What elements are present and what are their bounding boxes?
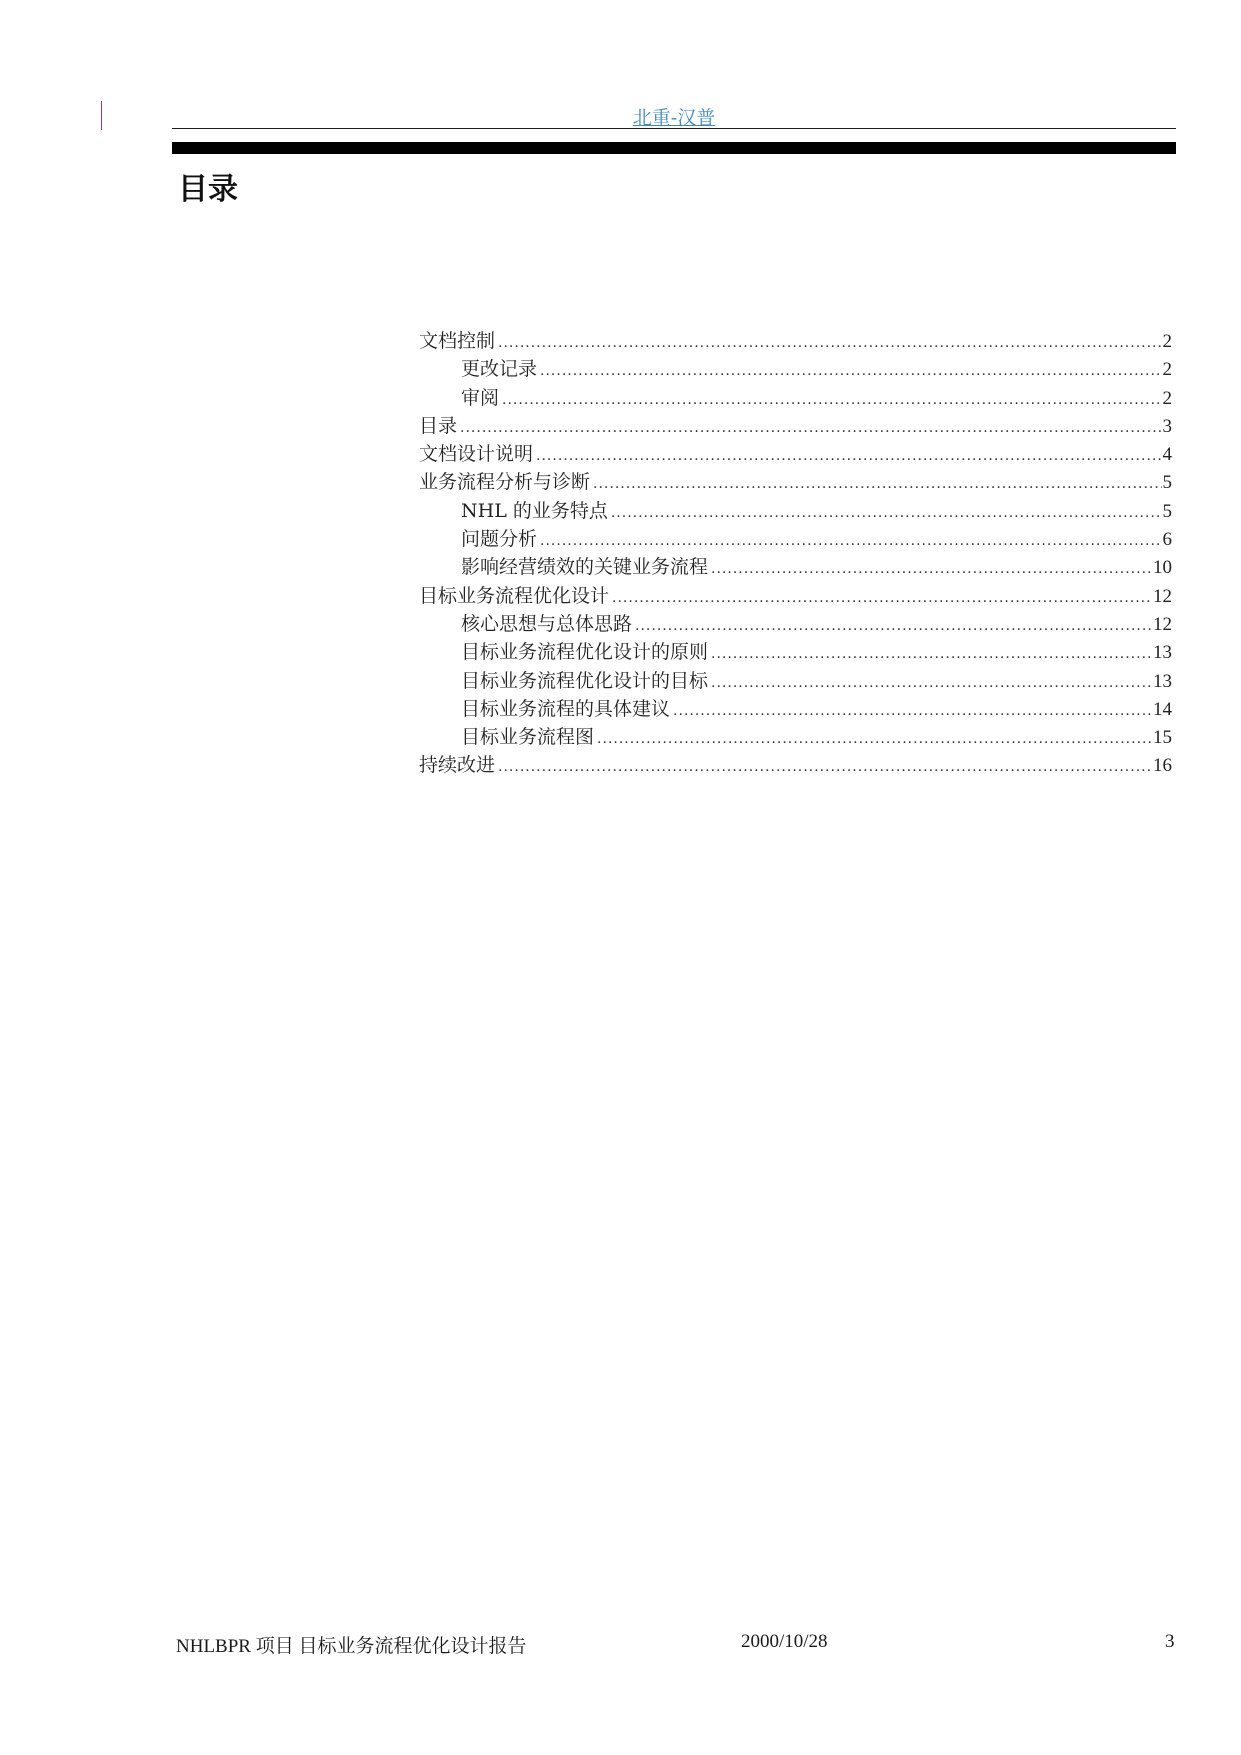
toc-dot-leader — [711, 675, 1152, 691]
toc-entry-title: 审阅 — [461, 386, 500, 409]
toc-dot-leader — [673, 703, 1152, 719]
revision-change-bar — [101, 101, 102, 130]
toc-entry-title: 目标业务流程优化设计的目标 — [461, 669, 709, 692]
toc-dot-leader — [540, 533, 1161, 549]
toc-entry-page: 2 — [1162, 331, 1172, 352]
toc-entry-title: 文档设计说明 — [419, 443, 534, 466]
toc-entry-title: 问题分析 — [461, 528, 538, 551]
toc-entry[interactable] — [419, 552, 1172, 580]
toc-entry-page: 10 — [1153, 557, 1172, 579]
toc-dot-leader — [711, 646, 1152, 662]
toc-entry-page: 4 — [1162, 444, 1172, 466]
toc-entry[interactable] — [419, 750, 1172, 778]
toc-dot-leader — [536, 448, 1161, 464]
toc-dot-leader — [460, 420, 1161, 436]
toc-entry-page: 12 — [1153, 613, 1172, 635]
toc-entry-page: 14 — [1153, 698, 1172, 720]
toc-entry[interactable] — [419, 666, 1172, 694]
toc-entry[interactable] — [419, 722, 1172, 750]
toc-entry[interactable] — [419, 694, 1172, 722]
toc-dot-leader — [498, 759, 1152, 775]
footer-page-number: 3 — [1165, 1631, 1175, 1652]
toc-entry-title: 目标业务流程图 — [461, 726, 595, 749]
page-title: 目录 — [178, 172, 238, 207]
toc-entry[interactable] — [419, 326, 1172, 354]
toc-entry-page: 13 — [1153, 642, 1172, 664]
toc-dot-leader — [597, 731, 1152, 747]
toc-entry-title: 目录 — [419, 414, 458, 437]
toc-dot-leader — [635, 618, 1152, 634]
toc-dot-leader — [611, 505, 1162, 521]
header-link[interactable]: 北重-汉普 — [632, 107, 716, 129]
toc-entry[interactable] — [419, 354, 1172, 382]
toc-entry-page: 13 — [1153, 670, 1172, 692]
footer-document-name: NHLBPR 项目 目标业务流程优化设计报告 — [176, 1636, 527, 1657]
toc-entry-page: 2 — [1162, 387, 1172, 409]
toc-entry[interactable] — [419, 411, 1172, 439]
toc-dot-leader — [612, 590, 1152, 606]
toc-entry-page: 2 — [1162, 359, 1172, 381]
toc-entry[interactable] — [419, 609, 1172, 637]
toc-entry-page: 5 — [1162, 472, 1172, 494]
toc-entry-title: 影响经营绩效的关键业务流程 — [461, 556, 709, 579]
toc-entry-title: 目标业务流程优化设计 — [419, 584, 610, 607]
toc-entry-page: 3 — [1162, 415, 1172, 437]
header-thin-rule — [172, 128, 1176, 129]
toc-entry[interactable] — [419, 467, 1172, 495]
toc-entry-title: 更改记录 — [461, 358, 538, 381]
table-of-contents — [419, 326, 1172, 779]
footer-date: 2000/10/28 — [741, 1631, 828, 1652]
toc-entry[interactable] — [419, 383, 1172, 411]
toc-entry-title: 目标业务流程优化设计的原则 — [461, 641, 709, 664]
toc-entry-title: 持续改进 — [419, 754, 496, 777]
toc-entry[interactable] — [419, 637, 1172, 665]
toc-entry[interactable] — [419, 496, 1172, 524]
toc-entry-page: 5 — [1162, 500, 1172, 522]
toc-entry-title: 核心思想与总体思路 — [461, 612, 633, 635]
toc-dot-leader — [540, 363, 1161, 379]
toc-entry[interactable] — [419, 439, 1172, 467]
toc-entry-page: 6 — [1162, 529, 1172, 551]
toc-dot-leader — [502, 392, 1161, 408]
toc-dot-leader — [711, 561, 1152, 577]
toc-entry-title: 目标业务流程的具体建议 — [461, 697, 671, 720]
toc-entry[interactable] — [419, 524, 1172, 552]
toc-entry-title: 文档控制 — [419, 330, 496, 352]
toc-entry-page: 12 — [1153, 585, 1172, 607]
toc-entry-page: 15 — [1153, 727, 1172, 749]
toc-entry-title: NHL 的业务特点 — [461, 499, 608, 522]
toc-entry-title: 业务流程分析与诊断 — [419, 471, 591, 494]
toc-dot-leader — [498, 335, 1161, 351]
toc-entry-page: 16 — [1153, 755, 1172, 777]
toc-dot-leader — [593, 476, 1161, 492]
header-thick-rule — [172, 142, 1176, 154]
toc-entry[interactable] — [419, 581, 1172, 609]
